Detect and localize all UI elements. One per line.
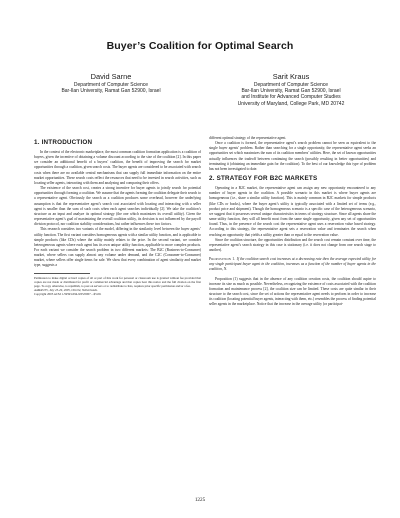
- proposition: [209, 257, 376, 272]
- section-heading: 1. INTRODUCTION: [34, 139, 93, 146]
- paragraph: Once a coalition is formed, the representative agent’s search problem cannot be seen as equivalent to the single buyer agents’ problem. Rather than searching for a single opportunity, the representative agent seeks an opportunities set which maximizes the sum of its coalition members’ utilities. Here, the set of known opportunities actually influences the tradeoff between continuing the search (possibly resulting in better opportunities) and terminating it (obtaining an immediate gain for the coalition). To the best of our knowledge this type of problem has not been investigated to date.: [209, 141, 376, 171]
- paragraph: Since the coalition structure, the opportunities distribution and the search cost remain constant over time, the representative agent’s search strategy in this case is stationary (i.e. it does not change from one search stage to another).: [209, 237, 376, 252]
- paragraph-continued: different optimal strategy of the representative agent.: [209, 136, 287, 140]
- author-2: [206, 72, 376, 107]
- author-affiliation-line: Bar-Ilan University, Ramat Gan 52900, Israel: [61, 88, 161, 95]
- paragraph: Proposition (1) suggests that in the absence of any coalition creation costs, the coalition should aspire to increase its size as much as possible. Nevertheless, recognizing the existence of costs associated with the coalition formation and maintenance process [2], the coalition size can be limited. These costs are quite similar in their structure to the search cost, since the set of actions the representative agent needs to perform in order to increase its coalition (locating potential buyer agents, interacting with them, etc.) resembles the process of finding potential seller agents in the marketplace. Notice that the increase in the average utility (or participat-: [209, 276, 376, 307]
- author-name: David Sarne: [90, 72, 132, 81]
- right-column: [209, 136, 376, 308]
- proposition-text: If the coalition search cost increases at a decreasing rate then the average expected utility for any single participant buyer agent in the coalition, increases as a function of the number of buyer agents in the coalition, N.: [209, 257, 376, 272]
- copyright-line: Copyright 2005 ACM 1-59593-094-9/05/0007 ...$5.00.: [34, 291, 102, 296]
- section-heading: 2. STRATEGY FOR B2C MARKETS: [209, 175, 318, 183]
- paragraph: In the context of the electronic marketplace, the most common coalition formation application is a coalition of buyers, given the incentive of obtaining a volume discount according to the size of the coalition [2]. In this paper we consider an additional benefit of a buyers’ coalition, the benefit of improving the search for market opportunities through a coalition, given search costs. The buyer agents are considered to be associated with search costs when there are no available central mechanisms that can supply full immediate information on the entire market opportunities. These search costs reflect the resources that need to be invested in search activities, such as locating seller agents, interacting with them and analyzing and comparing their offers.: [34, 150, 201, 185]
- conference-name: AAMAS’05, July 25-29, 2005, Utrecht, Netherlands.: [34, 287, 98, 292]
- author-affiliation-line: Department of Computer Science: [253, 82, 329, 88]
- author-name: Sarit Kraus: [272, 72, 310, 81]
- paragraph: This research considers two variants of the model, differing in the similarity level between the buyer agents’ utility function. The first variant considers homogeneous agents with a similar utility function, and is applicable to simple products (like CDs) where the utility mainly relates to the price. In the second variant, we consider heterogeneous agents where each agent has its own unique utility function, applicable to more complex products. For each variant we consider the search problem in two different markets: The B2C (Business-to-Consumer) market, where sellers can supply almost any volume under demand, and the C2C (Consumer-to-Consumer) market, where sellers offer single items for sale. We show that every combination of agent similarity and market type, suggests a: [34, 227, 201, 268]
- proposition-label: Proposition 1.: [209, 257, 236, 262]
- footnote-divider: [34, 273, 90, 274]
- author-affiliation-line: Department of Computer Science: [73, 82, 149, 88]
- paragraph: The existence of the search cost, creates a strong incentive for buyer agents to jointly search for potential opportunities through forming a coalition. We assume that the agents forming the coalition delegate their search to a representative agent. Obviously the search as a coalition produces some overhead, however the underlying assumption is that the representative agent’s search cost associated with locating and interacting with a seller agent is smaller than the sum of such costs when each agent searches individually [2]. We take the coalition’s structure as an input and analyze its optimal strategy (the one which maximizes its overall utility). Given the representative agent’s goal of maximizing the overall coalition utility, its decision is not influenced by the payoff division protocol, nor coalition stability considerations, but rather influences these two factors.: [34, 186, 201, 227]
- paper-title: Buyer’s Coalition for Optimal Search: [106, 40, 294, 52]
- author-affiliation-line: University of Maryland, College Park, MD 20742: [237, 100, 345, 107]
- author-affiliation-line: Bar-Ilan University, Ramat Gan 52900, Israel: [241, 88, 341, 95]
- page-number: 1225: [194, 497, 206, 503]
- author-1: [26, 72, 196, 94]
- permission-footnote: Permission to make digital or hard copies of all or part of this work for personal or classroom use is granted without fee provided that copies are not made or distributed for profit or commercial advantage and that copies bear this notice and the full citation on the first page. To copy otherwise, to republish, to post on servers or to redistribute to lists, requires prior specific permission and/or a fee.: [34, 275, 201, 288]
- paragraph: Operating in a B2C market, the representative agent can assign any new opportunity encountered to any number of buyer agents in the coalition. A possible scenario in this market is where buyer agents are homogeneous (i.e., share a similar utility function). This is mainly common in B2C markets for simple products (like CDs or books), where the buyer agent’s utility is typically associated with a limited set of terms (e.g., product price and shipment). Though the homogeneous scenario is a specific case of the heterogeneous scenario, we suggest that it possesses several unique characteristics in terms of strategy structure. Since all agents share the same utility function, they will all benefit most from the same single opportunity, given any set of opportunities found. Thus, in the presence of the search cost the representative agent uses a reservation value based strategy. According to this strategy, the representative agent sets a reservation value and terminates the search when reaching an opportunity that yields a utility greater than or equal to the reservation value.: [209, 186, 376, 237]
- left-column: [34, 136, 201, 296]
- author-affiliation-line: and Institute for Advanced Computer Studies: [241, 94, 341, 101]
